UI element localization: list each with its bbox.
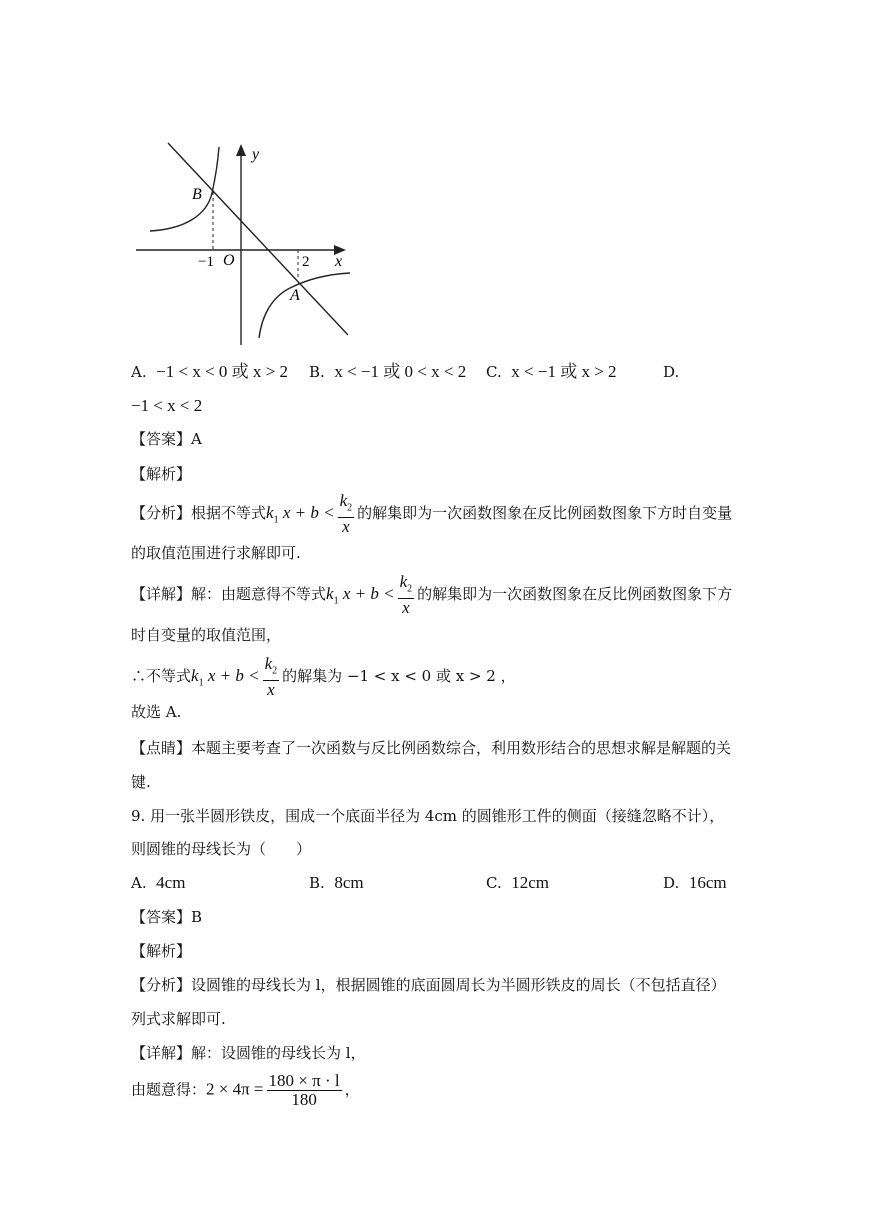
q8-dianjing-1: 【点睛】本题主要考查了一次函数与反比例函数综合，利用数形结合的思想求解是解题的关 — [131, 739, 732, 757]
q8-fenxi-prefix: 【分析】根据不等式 — [131, 504, 267, 523]
q9-eq-fraction: $\frac{180 \times \pi \cdot l}{180}$ — [268, 1071, 340, 1109]
tick-2: 2 — [302, 254, 310, 270]
q9-eq-lhs: 2 × 4π = — [206, 1079, 264, 1099]
q8-option-b-text: x < −1 或 0 < x < 2 — [334, 362, 467, 381]
q9-option-c-letter: C. — [486, 874, 502, 892]
q8-xiangjie-suffix: 的解集即为一次函数图象在反比例函数图象下方 — [417, 585, 733, 604]
hyperbola-branch-lower-right — [259, 273, 350, 338]
q8-fenxi-line2: 的取值范围进行求解即可. — [131, 544, 301, 562]
q8-fenxi-fraction: $\frac{k_2}{x}$ — [339, 491, 353, 537]
q8-answer: 【答案】A — [131, 430, 202, 448]
q8-fenxi-line1 — [131, 492, 732, 536]
q8-xiangjie-fraction: $\frac{k_2}{x}$ — [399, 572, 413, 618]
q8-therefore-k1: $k_1$ x + b < — [191, 666, 260, 689]
linear-function-line — [168, 143, 348, 335]
q8-option-a — [131, 361, 288, 383]
tick-neg1: −1 — [198, 254, 214, 270]
label-A: A — [290, 287, 300, 304]
q9-fenxi-1: 【分析】设圆锥的母线长为 l，根据圆锥的底面圆周长为半圆形铁皮的周长（不包括直径） — [131, 976, 726, 994]
q8-therefore-suffix: 的解集为 −1 < x < 0 或 x > 2 ， — [282, 667, 516, 686]
label-B: B — [192, 186, 202, 203]
q9-option-d — [663, 872, 727, 894]
q8-therefore-fraction: $\frac{k_2}{x}$ — [264, 654, 278, 700]
q9-option-b-letter: B. — [309, 874, 325, 892]
q9-option-b — [309, 872, 364, 894]
q8-therefore-prefix: ∴不等式 — [131, 667, 192, 686]
q9-option-b-text: 8cm — [334, 873, 364, 892]
q8-option-b — [309, 361, 466, 383]
q8-option-d-letter: D. — [663, 363, 680, 381]
q8-option-c-letter: C. — [486, 363, 502, 381]
q8-guxuan: 故选 A. — [131, 703, 182, 721]
q8-option-d-text: −1 < x < 2 — [131, 396, 203, 415]
q9-option-d-letter: D. — [663, 874, 680, 892]
q8-xiangjie-prefix: 【详解】解：由题意得不等式 — [131, 585, 327, 604]
q8-xiangjie-k1: $k_1$ x + b < — [326, 584, 395, 607]
q8-fenxi-k1: $k_1$ x + b < — [266, 503, 335, 526]
q9-jiexi: 【解析】 — [131, 942, 192, 960]
q9-fenxi-2: 列式求解即可. — [131, 1010, 226, 1028]
function-graph-figure — [130, 135, 360, 350]
q8-option-a-letter: A. — [131, 363, 147, 381]
q8-option-b-letter: B. — [309, 363, 325, 381]
q9-option-c — [486, 872, 549, 894]
q8-therefore-line — [131, 655, 516, 699]
q9-option-c-text: 12cm — [511, 873, 550, 892]
q8-jiexi: 【解析】 — [131, 465, 192, 483]
q9-answer: 【答案】B — [131, 908, 203, 926]
q8-fenxi-suffix: 的解集即为一次函数图象在反比例函数图象下方时自变量 — [357, 504, 733, 523]
q9-option-d-text: 16cm — [688, 873, 727, 892]
q9-equation-line — [131, 1072, 360, 1109]
q8-option-a-text: −1 < x < 0 或 x > 2 — [156, 362, 289, 381]
q9-option-a-letter: A. — [131, 874, 147, 892]
q9-xiangjie: 【详解】解：设圆锥的母线长为 l， — [131, 1044, 366, 1062]
q8-option-c — [486, 361, 617, 383]
q9-option-a — [131, 872, 185, 894]
label-y: y — [252, 146, 260, 163]
q8-option-c-text: x < −1 或 x > 2 — [511, 362, 617, 381]
label-O: O — [223, 252, 235, 269]
q8-xiangjie-line2: 时自变量的取值范围， — [131, 626, 282, 644]
q8-xiangjie-line1 — [131, 573, 732, 617]
q9-eq-prefix: 由题意得： — [131, 1080, 207, 1099]
q8-dianjing-2: 键. — [131, 773, 151, 791]
label-x: x — [335, 253, 343, 270]
q9-stem-1: 9. 用一张半圆形铁皮，围成一个底面半径为 4cm 的圆锥形工件的侧面（接缝忽略不计）， — [131, 807, 725, 825]
q9-stem-2: 则圆锥的母线长为（ ） — [131, 840, 312, 858]
q9-eq-suffix: ， — [344, 1080, 360, 1099]
q9-option-a-text: 4cm — [156, 873, 186, 892]
y-axis-arrow — [236, 144, 246, 156]
